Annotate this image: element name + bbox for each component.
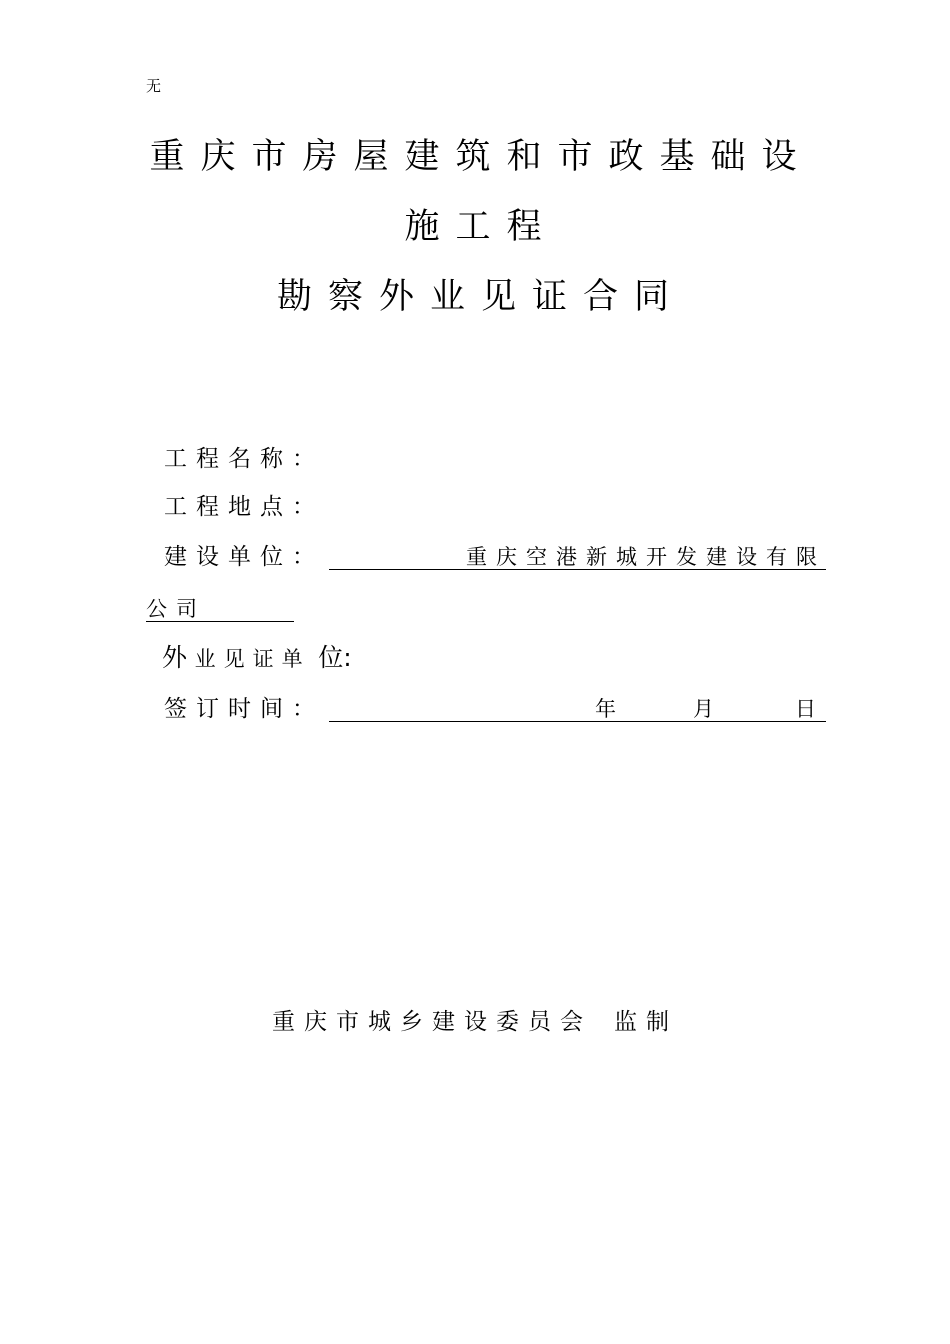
construction-unit-value-continued: 公司 — [146, 595, 294, 622]
sign-date-line — [329, 694, 826, 722]
project-name-label: 工程名称： — [164, 446, 324, 472]
document-title-line-3: 勘察外业见证合同 — [276, 277, 685, 317]
supervise-label: 监制 — [614, 1009, 678, 1035]
day-label: 日 — [795, 697, 816, 721]
year-label: 年 — [595, 697, 616, 721]
project-location-label: 工程地点： — [164, 494, 324, 520]
issuer-name: 重庆市城乡建设委员会 — [272, 1009, 592, 1035]
month-label: 月 — [693, 697, 714, 721]
supervising-authority — [272, 1007, 678, 1037]
witness-unit-field — [162, 643, 352, 674]
witness-unit-label-end: 位: — [318, 643, 352, 672]
document-title-line-1: 重庆市房屋建筑和市政基础设 — [149, 137, 813, 177]
construction-unit-label: 建设单位： — [164, 544, 324, 570]
witness-unit-label-start: 外 — [162, 643, 188, 672]
witness-unit-label-middle: 业见证单 — [194, 647, 311, 671]
sign-date-label: 签订时间： — [164, 696, 324, 722]
construction-unit-value: 重庆空港新城开发建设有限 — [329, 542, 826, 570]
document-title-line-2: 施工程 — [404, 207, 558, 247]
corner-note: 无 — [146, 77, 162, 95]
